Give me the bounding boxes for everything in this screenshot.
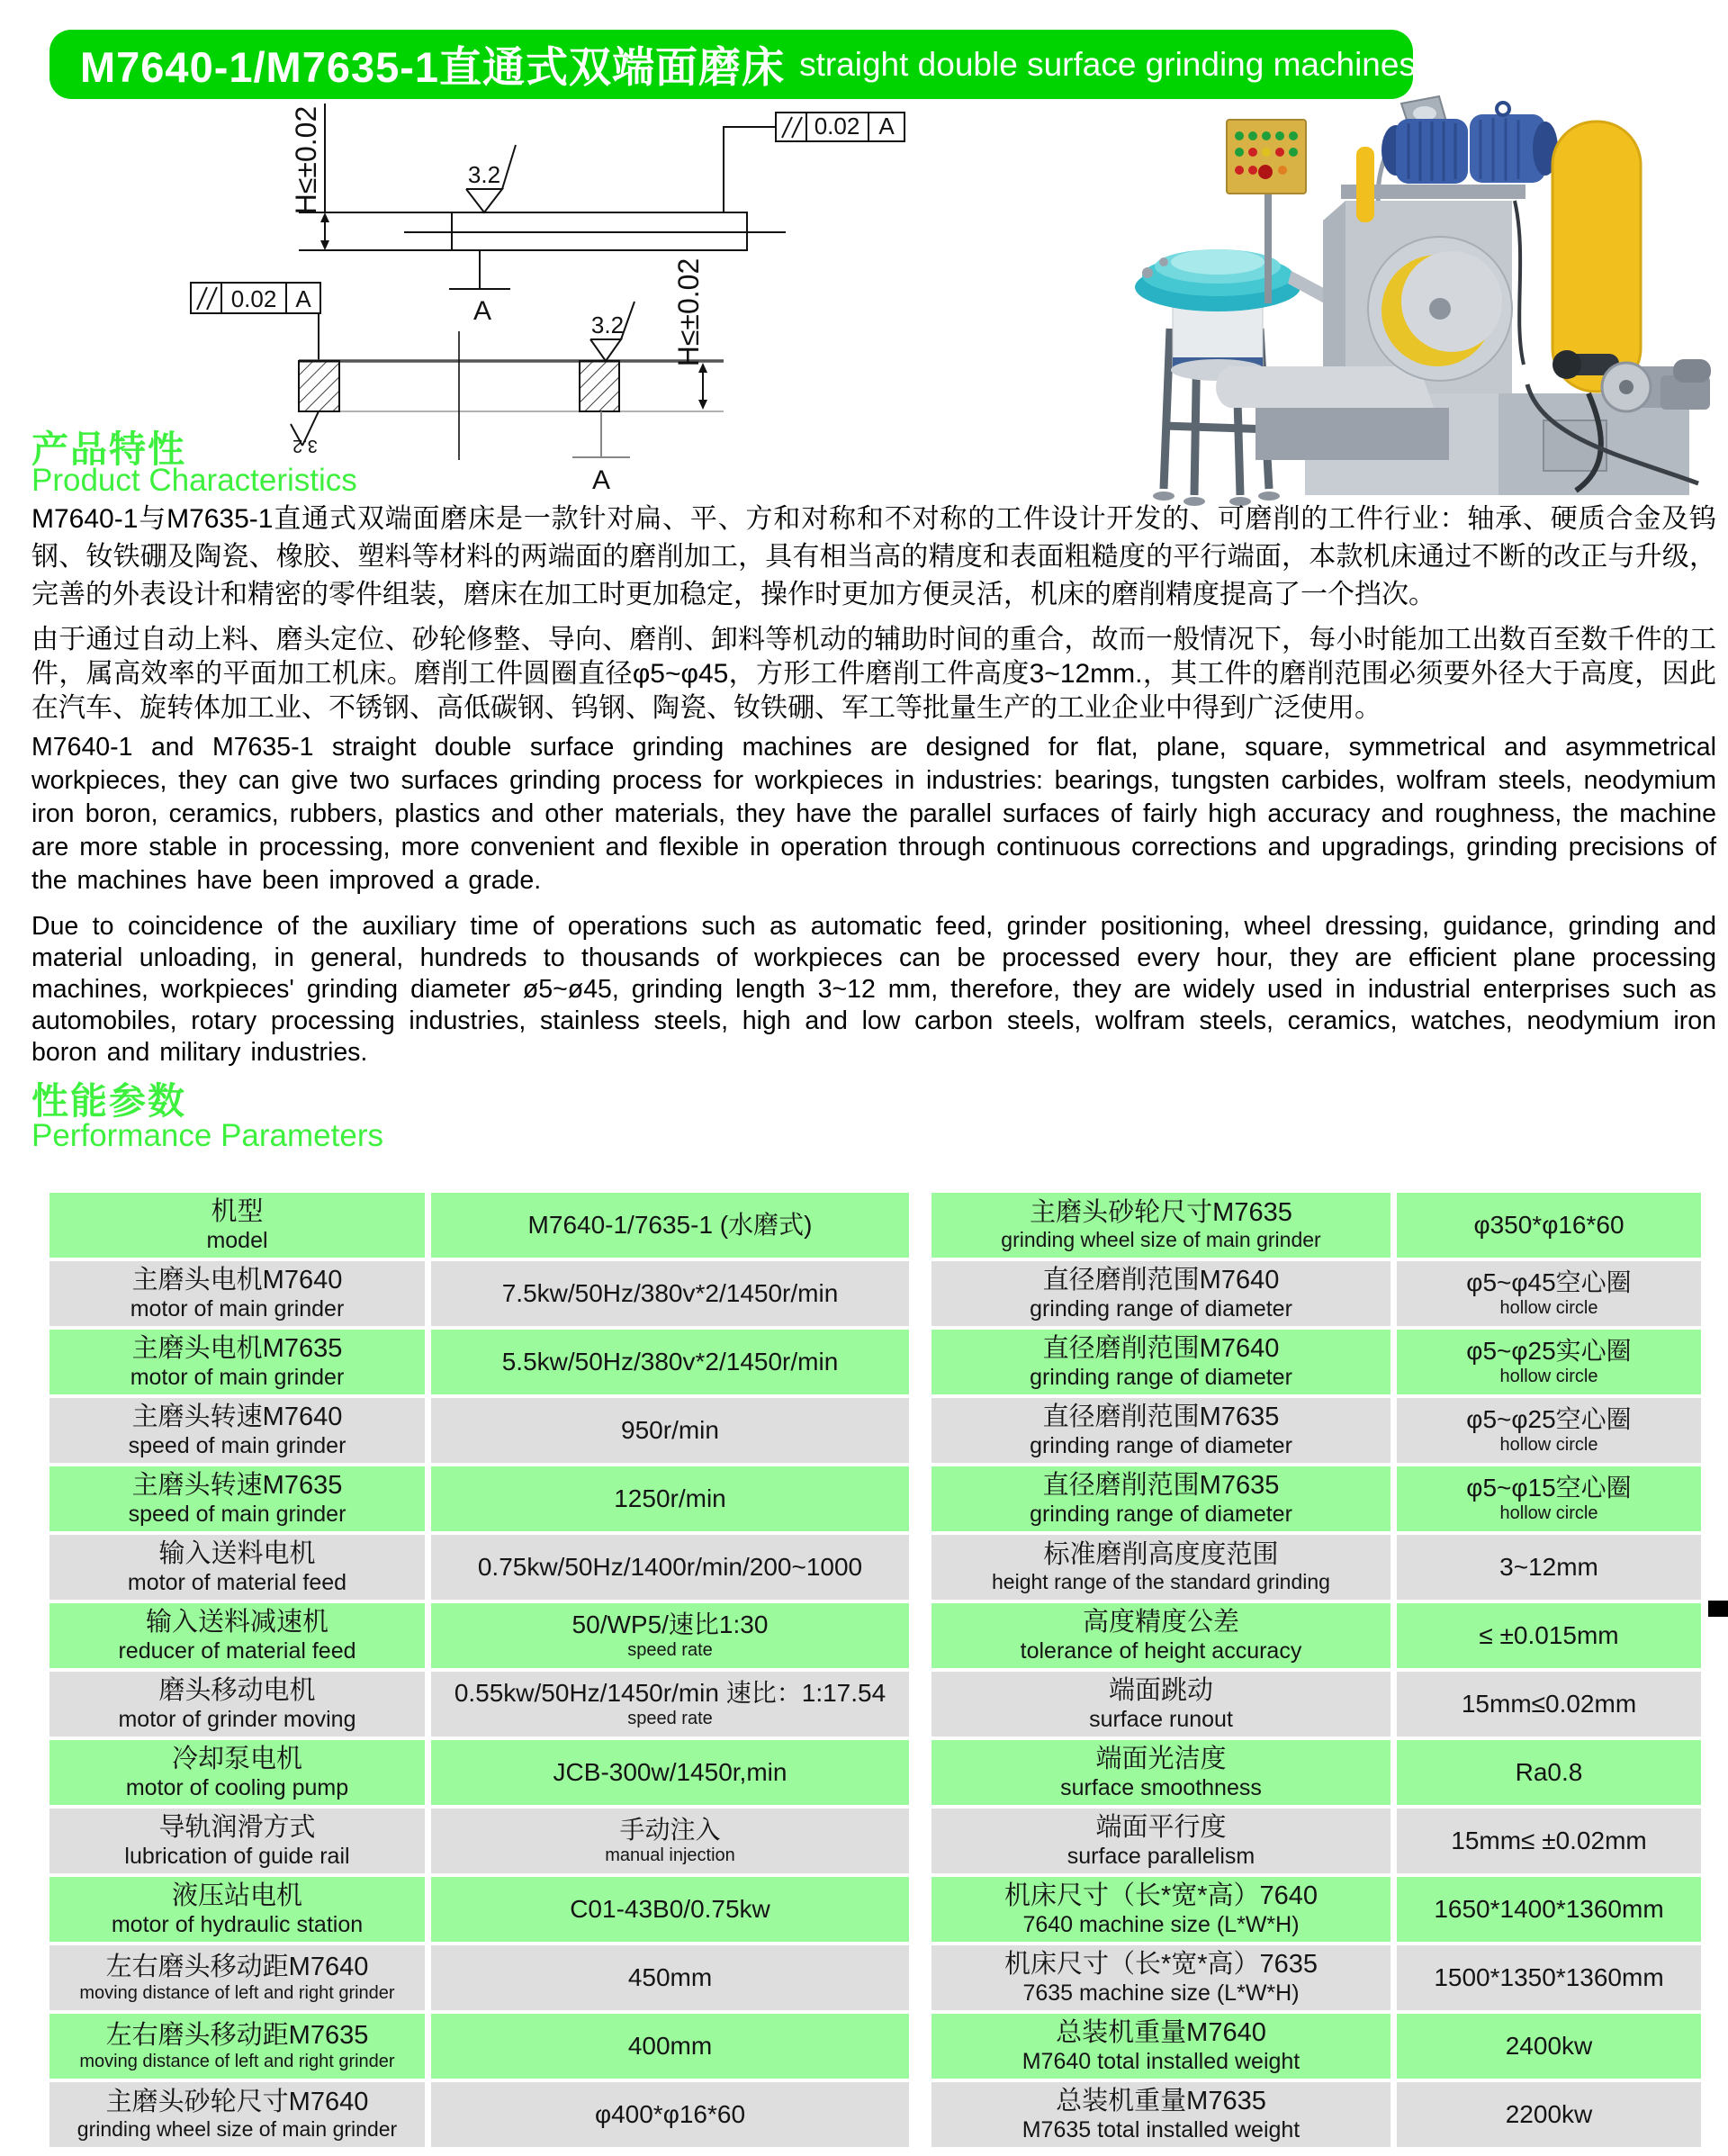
param-label: 主磨头转速M7640 speed of main grinder <box>50 1398 425 1463</box>
param-label: 主磨头电机M7635 motor of main grinder <box>50 1330 425 1394</box>
param-value: C01-43B0/0.75kw <box>431 1877 909 1942</box>
parameters-table-left <box>50 1193 909 2147</box>
param-value: 50/WP5/速比1:30 speed rate <box>431 1603 909 1668</box>
title-banner <box>50 30 1416 99</box>
param-label: 直径磨削范围M7635 grinding range of diameter <box>932 1466 1390 1531</box>
param-label: 端面平行度 surface parallelism <box>932 1809 1390 1873</box>
param-label: 主磨头电机M7640 motor of main grinder <box>50 1261 425 1326</box>
paragraph-en-1: M7640-1 and M7635-1 straight double surface grinding machines are designed for flat, plane, square, symmetrical and asymmetrical workpieces, they can give two surfaces grinding process for workpieces in industries: bearings, tungsten carbides, wolfram steels, neodymium iron boron, ceramics, rubbers, plastics and other materials, they have the parallel surfaces of fairly high accuracy and roughness, the machine are more stable in processing, more convenient and flexible in operation through continuous corrections and upgradings, grinding precisions of the machines have been improved a grade. <box>32 733 1716 895</box>
param-label: 直径磨削范围M7640 grinding range of diameter <box>932 1330 1390 1394</box>
param-label: 机型 model <box>50 1193 425 1258</box>
param-label: 主磨头转速M7635 speed of main grinder <box>50 1466 425 1531</box>
drawing-roughness-rotated: 3.2 <box>292 436 318 456</box>
param-value: 950r/min <box>431 1398 909 1463</box>
param-value: 400mm <box>431 2014 909 2079</box>
param-value: 1500*1350*1360mm <box>1397 1945 1701 2010</box>
param-value: 7.5kw/50Hz/380v*2/1450r/min <box>431 1261 909 1326</box>
param-label: 高度精度公差 tolerance of height accuracy <box>932 1603 1390 1668</box>
drawing-datum-frame-lower: A <box>295 285 311 312</box>
param-value: φ5~φ25实心圈 hollow circle <box>1397 1330 1701 1394</box>
param-value: M7640-1/7635-1 (水磨式) <box>431 1193 909 1258</box>
feed-gearbox <box>1602 359 1711 411</box>
param-label: 导轨润滑方式 lubrication of guide rail <box>50 1809 425 1873</box>
param-label: 主磨头砂轮尺寸M7635 grinding wheel size of main grinder <box>932 1193 1390 1258</box>
param-label: 冷却泵电机 motor of cooling pump <box>50 1740 425 1805</box>
param-label: 总装机重量M7635 M7635 total installed weight <box>932 2082 1390 2147</box>
param-label: 端面跳动 surface runout <box>932 1672 1390 1737</box>
param-value: 1250r/min <box>431 1466 909 1531</box>
characteristics-heading-en: Product Characteristics <box>32 463 357 498</box>
parameters-table-right <box>932 1193 1701 2147</box>
param-value: φ400*φ16*60 <box>431 2082 909 2147</box>
param-label: 左右磨头移动距M7640 moving distance of left and right grinder <box>50 1945 425 2010</box>
drawing-datum-frame-upper: A <box>878 113 895 140</box>
parameters-heading-zh: 性能参数 <box>32 1080 186 1122</box>
param-value: ≤ ±0.015mm <box>1397 1603 1701 1668</box>
param-value: 2200kw <box>1397 2082 1701 2147</box>
param-value: φ5~φ45空心圈 hollow circle <box>1397 1261 1701 1326</box>
drawing-roughness-lower: 3.2 <box>590 311 625 338</box>
param-value: φ5~φ15空心圈 hollow circle <box>1397 1466 1701 1531</box>
param-value: 15mm≤0.02mm <box>1397 1672 1701 1737</box>
param-label: 机床尺寸（长*宽*高）7635 7635 machine size (L*W*H) <box>932 1945 1390 2010</box>
param-label: 液压站电机 motor of hydraulic station <box>50 1877 425 1942</box>
drawing-flatness-upper: 0.02 <box>814 113 860 140</box>
drawing-datum-a-upper: A <box>472 296 492 326</box>
page-edge-mark <box>1708 1601 1728 1617</box>
paragraph-zh-1: M7640-1与M7635-1直通式双端面磨床是一款针对扁、平、方和对称和不对称的工件设计开发的、可磨削的工件行业：轴承、硬质合金及钨钢、钕铁硼及陶瓷、橡胶、塑料等材料的两端面的磨削加工，具有相当高的精度和表面粗糙度的平行端面，本款机床通过不断的改正与升级，完善的外表设计和精密的零件组装，磨床在加工时更加稳定，操作时更加方便灵活，机床的磨削精度提高了一个挡次。 <box>32 504 1716 609</box>
param-value: 3~12mm <box>1397 1535 1701 1600</box>
param-label: 总装机重量M7640 M7640 total installed weight <box>932 2014 1390 2079</box>
param-label: 直径磨削范围M7635 grinding range of diameter <box>932 1398 1390 1463</box>
param-value: 1650*1400*1360mm <box>1397 1877 1701 1942</box>
param-value: 2400kw <box>1397 2014 1701 2079</box>
param-label: 左右磨头移动距M7635 moving distance of left and right grinder <box>50 2014 425 2079</box>
machine-photo <box>1120 95 1714 507</box>
param-value: 手动注入 manual injection <box>431 1809 909 1873</box>
param-label: 磨头移动电机 motor of grinder moving <box>50 1672 425 1737</box>
param-value: Ra0.8 <box>1397 1740 1701 1805</box>
param-label: 机床尺寸（长*宽*高）7640 7640 machine size (L*W*H) <box>932 1877 1390 1942</box>
drawing-roughness-upper: 3.2 <box>467 161 501 188</box>
param-label: 主磨头砂轮尺寸M7640 grinding wheel size of main grinder <box>50 2082 425 2147</box>
drawing-datum-a-lower: A <box>591 465 611 495</box>
paragraph-zh-2: 由于通过自动上料、磨头定位、砂轮修整、导向、磨削、卸料等机动的辅助时间的重合，故而一般情况下，每小时能加工出数百至数千件的工件，属高效率的平面加工机床。磨削工件圆圈直径φ5~φ45，方形工件磨削工件高度3~12mm.，其工件的磨削范围必须要外径大于高度，因此在汽车、旋转体加工业、不锈钢、高低碳钢、钨钢、陶瓷、钕铁硼、军工等批量生产的工业企业中得到广泛使用。 <box>32 625 1716 723</box>
param-label: 输入送料电机 motor of material feed <box>50 1535 425 1600</box>
drawing-h-tolerance-lower: H≤±0.02 <box>672 257 705 367</box>
wheel-housing <box>1368 237 1512 381</box>
param-value: JCB-300w/1450r,min <box>431 1740 909 1805</box>
technical-drawing <box>108 104 1062 500</box>
param-value: 450mm <box>431 1945 909 2010</box>
param-value: 5.5kw/50Hz/380v*2/1450r/min <box>431 1330 909 1394</box>
title-zh: M7640-1/M7635-1直通式双端面磨床 <box>80 43 786 91</box>
param-value: φ5~φ25空心圈 hollow circle <box>1397 1398 1701 1463</box>
param-label: 标准磨削高度度范围 height range of the standard grinding <box>932 1535 1390 1600</box>
title-en: straight double surface grinding machines <box>799 45 1416 83</box>
param-value: 15mm≤ ±0.02mm <box>1397 1809 1701 1873</box>
param-value: 0.75kw/50Hz/1400r/min/200~1000 <box>431 1535 909 1600</box>
param-value: φ350*φ16*60 <box>1397 1193 1701 1258</box>
param-value: 0.55kw/50Hz/1450r/min 速比：1:17.54 speed rate <box>431 1672 909 1737</box>
param-label: 输入送料减速机 reducer of material feed <box>50 1603 425 1668</box>
paragraph-en-2: Due to coincidence of the auxiliary time of operations such as automatic feed, grinder positioning, wheel dressing, guidance, grinding and material unloading, in general, hundreds to thousands of workpieces can be processed every hour, they are efficient plane processing machines, workpieces' grinding diameter ø5~ø45, grinding length 3~12 mm, therefore, they are widely used in industrial enterprises such as automobiles, rotary processing industries, stainless steels, high and low carbon steels, wolfram steels, ceramics, watches, neodymium iron boron and military industries. <box>32 912 1716 1067</box>
param-label: 端面光洁度 surface smoothness <box>932 1740 1390 1805</box>
drawing-h-tolerance-upper: H≤±0.02 <box>290 105 322 215</box>
characteristics-heading-zh: 产品特性 <box>32 428 186 470</box>
parameters-heading-en: Performance Parameters <box>32 1118 383 1153</box>
param-label: 直径磨削范围M7640 grinding range of diameter <box>932 1261 1390 1326</box>
drawing-flatness-lower: 0.02 <box>230 285 277 312</box>
